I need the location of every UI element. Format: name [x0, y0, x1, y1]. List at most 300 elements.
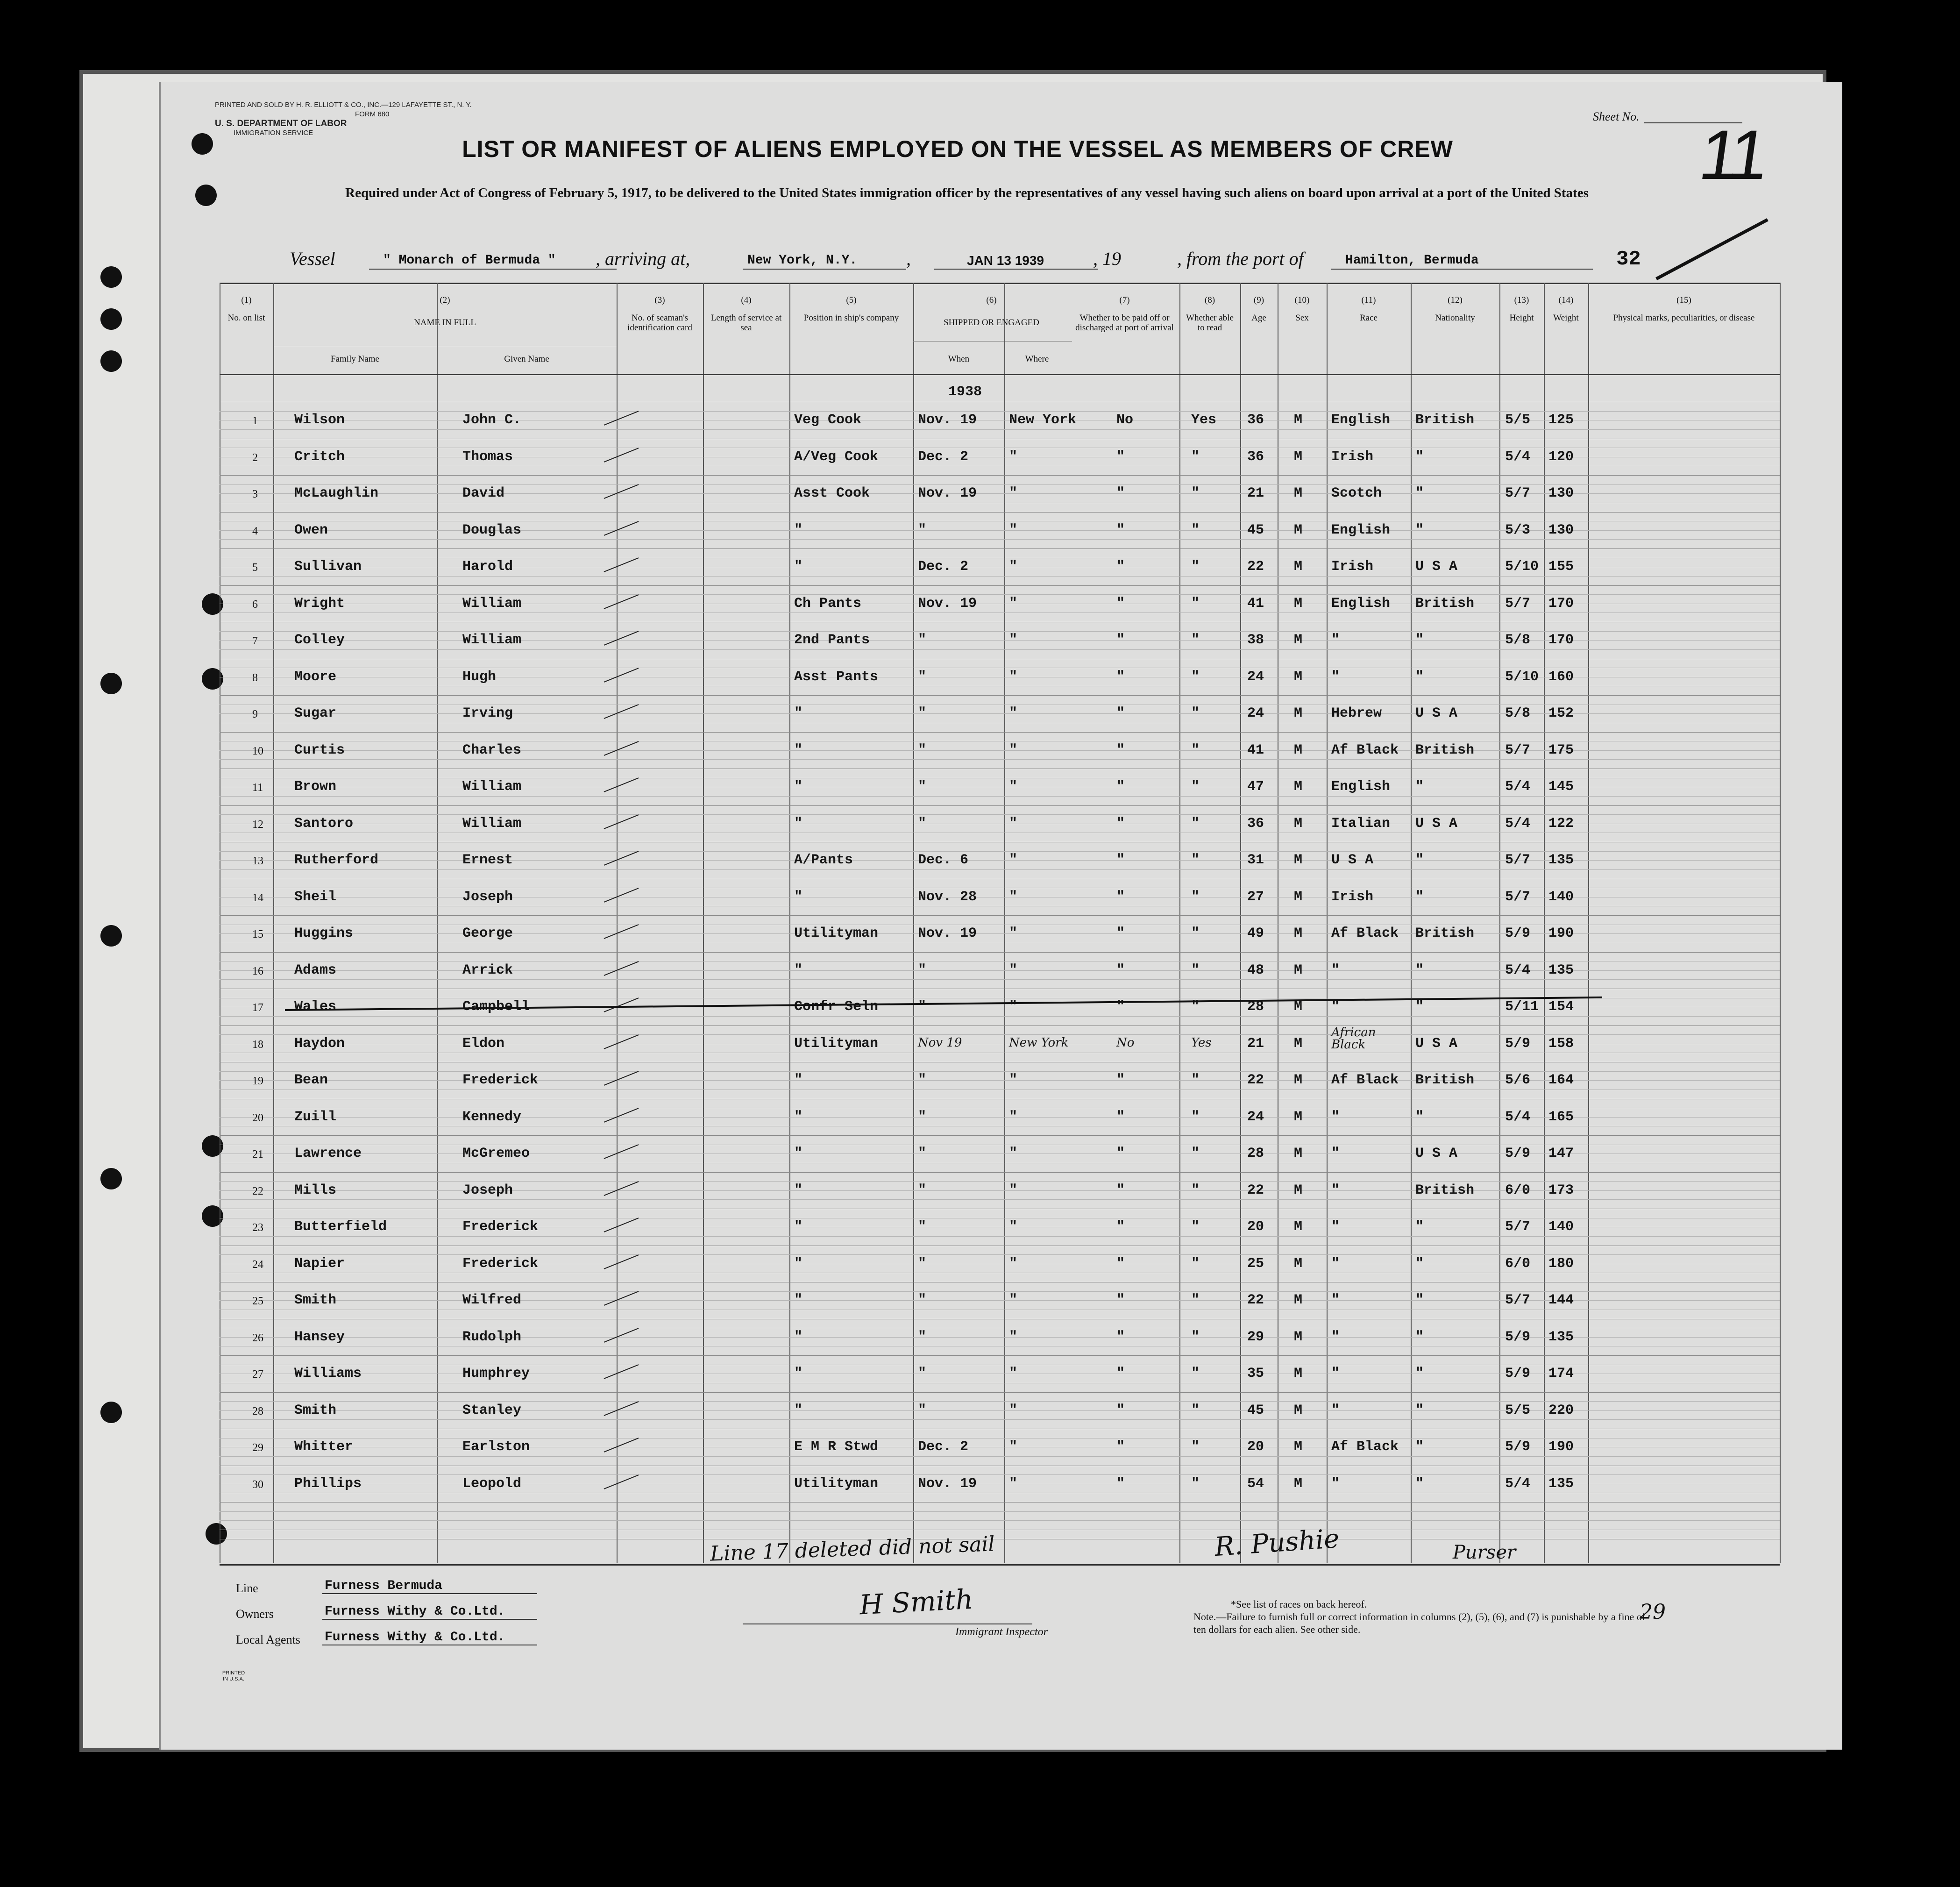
weight: 125: [1548, 412, 1574, 428]
able-to-read: Yes: [1191, 412, 1217, 428]
family-name: Sheil: [294, 889, 337, 905]
faint-rule: [220, 1117, 1780, 1118]
column-label: Weight: [1553, 313, 1579, 323]
height: 5/4: [1505, 779, 1531, 795]
given-name: William: [462, 632, 522, 648]
shipped-where: ": [1009, 962, 1018, 978]
faint-rule: [220, 594, 1780, 595]
faint-rule: [220, 612, 1780, 613]
faint-rule: [220, 530, 1780, 531]
faint-rule: [220, 1080, 1780, 1081]
sex: M: [1294, 632, 1303, 648]
row-number: 2: [252, 451, 258, 464]
nationality: ": [1415, 449, 1424, 465]
agents-label: Local Agents: [236, 1633, 300, 1646]
row-number: 7: [252, 635, 258, 647]
column-label: SHIPPED OR ENGAGED: [944, 318, 1039, 328]
shipped-when: ": [918, 1072, 927, 1088]
position: ": [794, 1366, 803, 1381]
faint-rule: [220, 1236, 1780, 1237]
shipped-where: ": [1009, 999, 1018, 1015]
position: ": [794, 1146, 803, 1161]
column-number: (3): [654, 295, 665, 305]
weight: 130: [1548, 485, 1574, 501]
shipped-when: ": [918, 1366, 927, 1381]
height: 5/7: [1505, 852, 1531, 868]
shipped-where: ": [1009, 559, 1018, 575]
position: Utilityman: [794, 926, 879, 941]
sex: M: [1294, 1035, 1303, 1052]
given-name: Wilfred: [462, 1292, 522, 1308]
nationality: U S A: [1415, 815, 1458, 832]
height: 5/10: [1505, 669, 1539, 685]
shipped-when: Dec. 2: [918, 559, 969, 575]
shipped-where: ": [1009, 926, 1018, 941]
paid-off: No: [1116, 1035, 1135, 1050]
nationality: ": [1415, 1109, 1424, 1125]
sex: M: [1294, 1072, 1303, 1088]
height: 5/7: [1505, 889, 1531, 905]
faint-rule: [220, 1254, 1780, 1255]
shipped-where: ": [1009, 449, 1018, 465]
faint-rule: [220, 1456, 1780, 1457]
shipped-where: ": [1009, 1072, 1018, 1088]
able-to-read: ": [1191, 889, 1200, 905]
nationality: ": [1415, 1255, 1424, 1272]
date-underline: [934, 269, 1098, 270]
race: ": [1331, 962, 1340, 978]
paid-off: ": [1116, 522, 1125, 538]
paid-off: ": [1116, 485, 1125, 501]
column-label: No. of seaman's identification card: [627, 313, 692, 333]
height: 5/5: [1505, 1402, 1531, 1418]
position: Veg Cook: [794, 412, 862, 428]
shipped-when: ": [918, 1402, 927, 1418]
row-rule: [220, 1135, 1780, 1136]
penalty-note: Note.—Failure to furnish full or correct information in columns (2), (5), (6), and (7) is punishable by a fine of ten dollars for each alien. See other side.: [1193, 1611, 1646, 1635]
able-to-read: ": [1191, 852, 1200, 868]
nationality: British: [1415, 412, 1475, 428]
given-name: David: [462, 485, 505, 501]
column-number: (5): [846, 295, 857, 305]
position: Confr Seln: [794, 999, 879, 1015]
column-number: (15): [1676, 295, 1691, 305]
faint-rule: [220, 631, 1780, 632]
weight: 135: [1548, 1475, 1574, 1492]
row-number: 29: [252, 1442, 263, 1454]
position: ": [794, 1329, 803, 1345]
weight: 155: [1548, 559, 1574, 575]
sex: M: [1294, 595, 1303, 612]
height: 5/11: [1505, 999, 1539, 1015]
column-number: (2): [440, 295, 450, 305]
column-rule: [703, 283, 704, 1563]
column-number: (4): [741, 295, 752, 305]
faint-rule: [220, 1190, 1780, 1191]
height: 5/7: [1505, 1292, 1531, 1308]
able-to-read: ": [1191, 632, 1200, 648]
sheet-number-label: Sheet No.: [1593, 110, 1640, 123]
family-name: Wales: [294, 999, 337, 1015]
row-number: 18: [252, 1038, 263, 1051]
age: 22: [1247, 1182, 1264, 1198]
row-number: 15: [252, 928, 263, 940]
shipped-where: ": [1009, 1109, 1018, 1125]
family-name: Huggins: [294, 926, 354, 941]
race: ": [1331, 1109, 1340, 1125]
given-name: Frederick: [462, 1255, 539, 1272]
year-note: 1938: [948, 384, 982, 400]
age: 35: [1247, 1366, 1264, 1381]
able-to-read: ": [1191, 1292, 1200, 1308]
shipped-when: Nov 19: [918, 1035, 962, 1050]
position: ": [794, 889, 803, 905]
position: ": [794, 1292, 803, 1308]
paid-off: ": [1116, 1366, 1125, 1381]
agents-name: Furness Withy & Co.Ltd.: [325, 1630, 505, 1645]
height: 5/7: [1505, 1219, 1531, 1235]
position: ": [794, 815, 803, 832]
vessel-name: " Monarch of Bermuda ": [383, 253, 556, 268]
weight: 135: [1548, 962, 1574, 978]
weight: 175: [1548, 742, 1574, 758]
shipped-where: ": [1009, 1329, 1018, 1345]
faint-rule: [220, 576, 1780, 577]
sex: M: [1294, 962, 1303, 978]
row-number: 22: [252, 1185, 263, 1197]
race: English: [1331, 522, 1391, 538]
row-rule: [220, 1025, 1780, 1026]
line-name: Furness Bermuda: [325, 1579, 443, 1593]
height: 5/9: [1505, 926, 1531, 941]
row-rule: [220, 952, 1780, 953]
binder-hole: [100, 1168, 122, 1189]
faint-rule: [220, 539, 1780, 540]
shipped-where: ": [1009, 1146, 1018, 1161]
given-name: Joseph: [462, 1182, 513, 1198]
height: 6/0: [1505, 1182, 1531, 1198]
position: A/Veg Cook: [794, 449, 879, 465]
shipped-when: Nov. 28: [918, 889, 977, 905]
paid-off: ": [1116, 559, 1125, 575]
year-label: , 19: [1093, 248, 1121, 269]
sex: M: [1294, 669, 1303, 685]
nationality: ": [1415, 522, 1424, 538]
shipped-when: ": [918, 632, 927, 648]
faint-rule: [220, 851, 1780, 852]
family-name: Santoro: [294, 815, 354, 832]
shipped-when: Nov. 19: [918, 926, 977, 941]
paid-off: ": [1116, 889, 1125, 905]
row-rule: [220, 915, 1780, 916]
age: 41: [1247, 742, 1264, 758]
faint-rule: [220, 933, 1780, 934]
sex: M: [1294, 559, 1303, 575]
department-name: U. S. DEPARTMENT OF LABOR: [215, 119, 347, 128]
faint-rule: [220, 411, 1780, 412]
height: 5/4: [1505, 962, 1531, 978]
faint-rule: [220, 1410, 1780, 1411]
column-label: Race: [1360, 313, 1378, 323]
given-name: Douglas: [462, 522, 522, 538]
column-label: Whether able to read: [1186, 313, 1234, 333]
vessel-underline: [369, 269, 617, 270]
weight: 173: [1548, 1182, 1574, 1198]
position: Asst Cook: [794, 485, 870, 501]
age: 45: [1247, 1402, 1264, 1418]
paid-off: ": [1116, 449, 1125, 465]
weight: 190: [1548, 926, 1574, 941]
shipped-when: ": [918, 962, 927, 978]
column-rule: [1179, 283, 1180, 1563]
sex: M: [1294, 1366, 1303, 1381]
position: Utilityman: [794, 1035, 879, 1052]
age: 48: [1247, 962, 1264, 978]
row-rule: [220, 805, 1780, 806]
binder-hole: [100, 1402, 122, 1423]
age: 36: [1247, 815, 1264, 832]
paid-off: ": [1116, 1329, 1125, 1345]
given-name: Kennedy: [462, 1109, 522, 1125]
separator: ,: [906, 248, 911, 269]
shipped-where: ": [1009, 632, 1018, 648]
given-name: Arrick: [462, 962, 513, 978]
family-name: Lawrence: [294, 1146, 362, 1161]
paid-off: ": [1116, 962, 1125, 978]
race: ": [1331, 1219, 1340, 1235]
row-number: 12: [252, 818, 263, 831]
row-number: 16: [252, 965, 263, 977]
shipped-where: ": [1009, 485, 1018, 501]
from-port-underline: [1331, 269, 1593, 270]
able-to-read: ": [1191, 1182, 1200, 1198]
shipped-when: ": [918, 1109, 927, 1125]
sex: M: [1294, 1292, 1303, 1308]
family-name: Bean: [294, 1072, 328, 1088]
port-underline: [743, 269, 906, 270]
binder-hole: [100, 266, 122, 288]
footer-owners: [236, 1604, 505, 1621]
faint-rule: [220, 1089, 1780, 1090]
height: 5/4: [1505, 1109, 1531, 1125]
sex: M: [1294, 485, 1303, 501]
shipped-when: ": [918, 999, 927, 1015]
shipped-where: ": [1009, 1475, 1018, 1492]
row-number: 17: [252, 1002, 263, 1014]
race: Scotch: [1331, 485, 1382, 501]
weight: 147: [1548, 1146, 1574, 1161]
given-name: Charles: [462, 742, 522, 758]
age: 20: [1247, 1439, 1264, 1455]
weight: 135: [1548, 852, 1574, 868]
faint-rule: [220, 1300, 1780, 1301]
page-subtitle: Required under Act of Congress of February 5, 1917, to be delivered to the United States immigration officer by the representatives of any vessel having such aliens on board upon arrival at a port of the United States: [345, 185, 1589, 200]
shipped-when: ": [918, 705, 927, 721]
family-name: Haydon: [294, 1035, 345, 1052]
race: Af Black: [1331, 926, 1399, 941]
given-name: Joseph: [462, 889, 513, 905]
paid-off: ": [1116, 779, 1125, 795]
column-label: No. on list: [227, 313, 265, 323]
departure-port: Hamilton, Bermuda: [1345, 253, 1479, 268]
paid-off: ": [1116, 1402, 1125, 1418]
given-name: William: [462, 595, 522, 612]
race: ": [1331, 1255, 1340, 1272]
given-name: Stanley: [462, 1402, 522, 1418]
paid-off: ": [1116, 669, 1125, 685]
paid-off: ": [1116, 742, 1125, 758]
faint-rule: [220, 979, 1780, 980]
row-number: 20: [252, 1111, 263, 1124]
voyage-mark: 32: [1616, 248, 1641, 271]
weight: 122: [1548, 815, 1574, 832]
binder-hole: [100, 673, 122, 694]
age: 31: [1247, 852, 1264, 868]
shipped-where: ": [1009, 815, 1018, 832]
arrival-date-stamp: JAN 13 1939: [967, 253, 1044, 268]
age: 36: [1247, 412, 1264, 428]
race: ": [1331, 1366, 1340, 1381]
able-to-read: ": [1191, 1329, 1200, 1345]
race: ": [1331, 632, 1340, 648]
age: 24: [1247, 1109, 1264, 1125]
race: ": [1331, 669, 1340, 685]
row-rule: [220, 1355, 1780, 1356]
able-to-read: ": [1191, 1219, 1200, 1235]
height: 5/7: [1505, 742, 1531, 758]
nationality: ": [1415, 889, 1424, 905]
paid-off: ": [1116, 705, 1125, 721]
position: ": [794, 779, 803, 795]
row-number: 5: [252, 562, 258, 574]
family-name: Curtis: [294, 742, 345, 758]
owners-underline: [322, 1619, 537, 1620]
weight: 170: [1548, 632, 1574, 648]
faint-rule: [220, 1419, 1780, 1420]
faint-rule: [220, 1034, 1780, 1035]
faint-rule: [220, 814, 1780, 815]
sheet-number: 11: [1695, 115, 1769, 194]
column-rule: [617, 283, 618, 1563]
row-number: 27: [252, 1368, 263, 1381]
row-number: 13: [252, 855, 263, 867]
column-rule: [1240, 283, 1241, 1563]
able-to-read: ": [1191, 1072, 1200, 1088]
race: English: [1331, 595, 1391, 612]
faint-rule: [220, 429, 1780, 430]
paid-off: ": [1116, 1255, 1125, 1272]
purser-signature: R. Pushie: [1214, 1523, 1341, 1563]
race: ": [1331, 1402, 1340, 1418]
family-name: Smith: [294, 1292, 337, 1308]
column-label: Nationality: [1435, 313, 1475, 323]
row-number: 19: [252, 1075, 263, 1087]
row-rule: [220, 1172, 1780, 1173]
shipped-when: ": [918, 779, 927, 795]
given-name: Leopold: [462, 1475, 522, 1492]
faint-rule: [220, 1291, 1780, 1292]
column-number: (6): [986, 295, 997, 305]
binder-hole: [192, 133, 213, 155]
nationality: ": [1415, 852, 1424, 868]
family-name: Critch: [294, 449, 345, 465]
height: 5/9: [1505, 1146, 1531, 1161]
shipped-when: ": [918, 522, 927, 538]
family-name: Hansey: [294, 1329, 345, 1345]
faint-rule: [220, 869, 1780, 870]
binder-hole: [100, 925, 122, 947]
column-number: (1): [241, 295, 252, 305]
shipped-when: Nov. 19: [918, 412, 977, 428]
footnote: [1193, 1598, 1651, 1636]
column-rule: [437, 283, 438, 1563]
faint-rule: [220, 1016, 1780, 1017]
shipped-where: ": [1009, 1439, 1018, 1455]
position: ": [794, 1402, 803, 1418]
height: 5/5: [1505, 412, 1531, 428]
race: English: [1331, 412, 1391, 428]
shipped-when: ": [918, 1146, 927, 1161]
sex: M: [1294, 1219, 1303, 1235]
age: 49: [1247, 926, 1264, 941]
row-number: 3: [252, 488, 258, 500]
nationality: British: [1415, 1072, 1475, 1088]
race: Af Black: [1331, 1439, 1399, 1455]
binder-hole: [100, 308, 122, 330]
sex: M: [1294, 522, 1303, 538]
position: ": [794, 1219, 803, 1235]
imprint-text: PRINTED AND SOLD BY H. R. ELLIOTT & CO., INC.—129 LAFAYETTE ST., N. Y.: [215, 101, 472, 109]
weight: 170: [1548, 595, 1574, 612]
shipped-where: ": [1009, 595, 1018, 612]
able-to-read: ": [1191, 705, 1200, 721]
position: ": [794, 559, 803, 575]
form-number: FORM 680: [355, 110, 390, 118]
able-to-read: ": [1191, 669, 1200, 685]
shipped-where: ": [1009, 742, 1018, 758]
row-rule: [220, 695, 1780, 696]
column-number: (8): [1204, 295, 1215, 305]
races-note: *See list of races on back hereof.: [1231, 1598, 1367, 1610]
inspector-signature: H Smith: [859, 1583, 974, 1621]
column-rule: [1327, 283, 1328, 1563]
nationality: British: [1415, 1182, 1475, 1198]
race: Af Black: [1331, 1072, 1399, 1088]
able-to-read: ": [1191, 449, 1200, 465]
family-name: Mills: [294, 1182, 337, 1198]
given-name: Thomas: [462, 449, 513, 465]
column-label: Physical marks, peculiarities, or disease: [1613, 313, 1755, 323]
sex: M: [1294, 1146, 1303, 1161]
row-rule: [220, 585, 1780, 586]
sex: M: [1294, 1182, 1303, 1198]
column-label: Height: [1509, 313, 1534, 323]
age: 22: [1247, 1292, 1264, 1308]
paid-off: ": [1116, 595, 1125, 612]
age: 24: [1247, 705, 1264, 721]
sex: M: [1294, 412, 1303, 428]
column-number: (14): [1558, 295, 1574, 305]
shipped-where: ": [1009, 669, 1018, 685]
faint-rule: [220, 1511, 1780, 1512]
given-name: Frederick: [462, 1219, 539, 1235]
weight: 130: [1548, 522, 1574, 538]
sex: M: [1294, 852, 1303, 868]
shipped-where: ": [1009, 779, 1018, 795]
race: English: [1331, 779, 1391, 795]
row-number: 9: [252, 708, 258, 720]
paid-off: ": [1116, 815, 1125, 832]
